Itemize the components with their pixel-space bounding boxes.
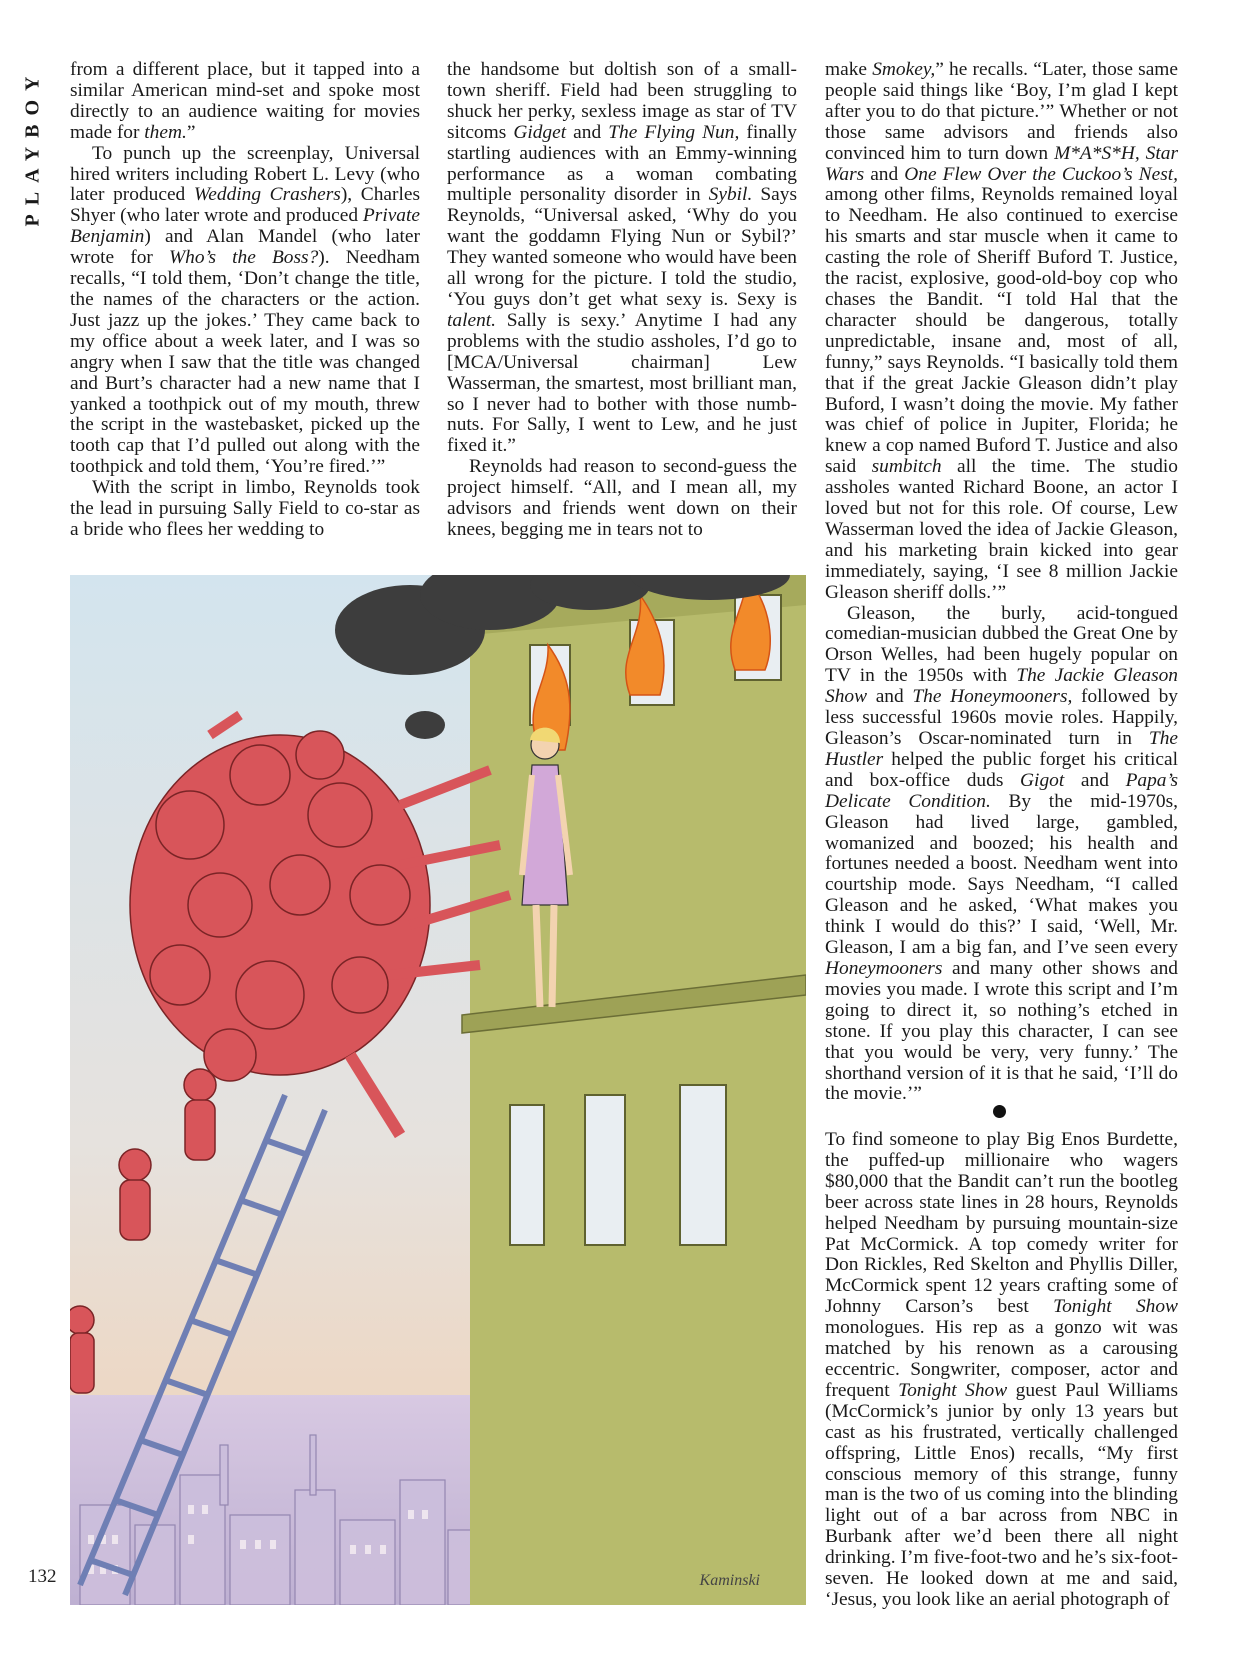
body-text: helped the public forget his critical and box-office duds xyxy=(825,748,1178,791)
article-column-1 xyxy=(70,60,420,541)
playboy-vertical-logo xyxy=(22,52,46,242)
section-break-bullet xyxy=(993,1105,1006,1118)
body-text: and xyxy=(1064,769,1126,791)
paragraph xyxy=(70,60,420,144)
italic-title-text: Private Benjamin xyxy=(70,205,420,248)
body-text: With the script in limbo, Reynolds took the lead in pursuing Sally Field to co-star as a bride who flees her wedding to xyxy=(70,477,420,540)
paragraph xyxy=(825,60,1178,604)
body-text: To punch up the screenplay, Universal hired writers including Robert L. Levy (who later produced xyxy=(70,142,420,206)
body-text: finally startling audiences with an Emmy-winning performance as a woman combating multiple personality disorder in xyxy=(447,121,797,206)
paragraph xyxy=(447,457,797,541)
body-text: ). Needham recalls, “I told them, ‘Don’t change the title, the names of the characters or the action. Just jazz up the jokes.’ They came back to my office about a week later, and I was so angry when I saw that the title was changed and Burt’s character had a new name that I yanked a toothpick out of my mouth, threw the script in the wastebasket, picked up the tooth cap that I’d pulled out along with the toothpick and told them, ‘You’re fired.’” xyxy=(70,247,420,478)
italic-title-text: One Flew Over the Cuckoo’s Nest, xyxy=(904,163,1178,185)
paragraph xyxy=(70,144,420,479)
italic-title-text: Honeymooners xyxy=(825,957,943,979)
body-text: To find someone to play Big Enos Burdette, the puffed-up millionaire who wagers $80,000 that the Bandit can’t run the bootleg beer across state lines in 28 hours, Reynolds helped Needham by pursuing mountain-size Pat McCormick. A top comedy writer for Don Rickles, Red Skelton and Phyllis Diller, McCormick spent 12 years crafting some of Johnny Carson’s best xyxy=(825,1129,1178,1318)
body-text: Sally is sexy.’ Anytime I had any problems with the studio assholes, I’d go to [MCA/Universal chairman] Lew Wasserman, the smartest, most brilliant man, so I never had to bother with those numb-nuts. For Sally, I went to Lew, and he just fixed it.” xyxy=(447,309,797,457)
italic-title-text: M*A*S*H, Star Wars xyxy=(825,142,1178,185)
article-column-3-continued xyxy=(825,1130,1178,1611)
article-column-2 xyxy=(447,60,797,541)
body-text: Gleason, the burly, acid-tongued comedian-musician dubbed the Great One by Orson Welles, had been hugely popular on TV in the 1950s with xyxy=(825,602,1178,687)
italic-title-text: them. xyxy=(144,121,187,143)
cartoon-illustration xyxy=(70,575,806,1605)
body-text: By the mid-1970s, Gleason had lived large, gambled, womanized and boozed; his health and fortunes needed a boost. Needham went into courtship mode. Says Needham, “I called Gleason and he asked, ‘What makes you think I would do this?’ I said, ‘Well, Mr. Gleason, I am a big fan, and I’ve seen every xyxy=(825,790,1178,959)
paragraph xyxy=(825,604,1178,1106)
italic-title-text: The Honeymooners, xyxy=(912,686,1073,708)
body-text: ” he recalls. “Later, those same people said things like ‘Boy, I’m glad I kept after you to do that picture.’” Whether or not those same advisors and friends also convinced him to turn down xyxy=(825,59,1178,164)
body-text: ” xyxy=(186,121,196,143)
artist-signature: Kaminski xyxy=(699,1572,760,1589)
body-text: guest Paul Williams (McCormick’s junior by only 13 years but cast as his frustrated, vertically challenged offspring, Little Enos) recalls, “My first conscious memory of this strange, funny man is the two of us coming into the blinding light out of a bar across from NBC in Burbank after we’d been there all night drinking. I’m five-foot-two and he’s six-foot-seven. He looked down at me and said, ‘Jesus, you look like an aerial photograph of xyxy=(825,1379,1178,1610)
svg-text:PLAYBOY: PLAYBOY xyxy=(22,67,44,227)
italic-title-text: talent. xyxy=(447,309,497,331)
italic-title-text: Gidget xyxy=(513,121,567,143)
paragraph xyxy=(70,478,420,541)
body-text: followed by less successful 1960s movie roles. Happily, Gleason’s Oscar-nominated turn in xyxy=(825,686,1178,749)
body-text: make xyxy=(825,59,873,80)
italic-title-text: Tonight Show xyxy=(898,1379,1008,1401)
italic-title-text: The Jackie Gleason Show xyxy=(825,665,1179,708)
body-text: and xyxy=(864,163,905,185)
body-text: among other films, Reynolds remained loyal to Needham. He also continued to exercise his smarts and star muscle when it came to casting the role of Sheriff Buford T. Justice, the racist, explosive, good-old-boy cop who chases the Bandit. “I told Hal that the character should be dangerous, totally unpredictable, insane and, most of all, funny,” says Reynolds. “I basically told them that if the great Jackie Gleason didn’t play Buford, I wasn’t doing the movie. My father was chief of police in Jupiter, Florida; he knew a cop named Buford T. Justice and also said xyxy=(825,184,1178,478)
body-text: and many other shows and movies you made. I wrote this script and I’m going to direct it, so nothing’s etched in stone. If you play this character, I can see that you would be very, very funny.’ The shorthand version of it is that he said, ‘I’ll do the movie.’” xyxy=(825,957,1178,1105)
italic-title-text: sumbitch xyxy=(871,456,942,478)
paragraph xyxy=(447,60,797,457)
paragraph xyxy=(825,1130,1178,1611)
body-text: and xyxy=(566,121,609,143)
body-text: Says Reynolds, “Universal asked, ‘Why do you want the goddamn Flying Nun or Sybil?’ They wanted someone who would have been all wrong for the picture. I told the studio, ‘You guys don’t get what sexy is. Sexy is xyxy=(447,184,797,310)
italic-title-text: Gigot xyxy=(1020,769,1065,791)
body-text: ) and Alan Mandel (who later wrote for xyxy=(70,226,420,269)
article-column-3 xyxy=(825,60,1178,1105)
body-text: ), Charles Shyer (who later wrote and produced xyxy=(70,184,420,227)
burning-building xyxy=(462,575,806,1605)
body-text: all the time. The studio assholes wanted Richard Boone, an actor I loved but not for this role. Of course, Lew Wasserman loved the idea of Jackie Gleason, and his marketing brain kicked into gear immediately, saying, ‘I see 8 million Jackie Gleason sheriff dolls.’” xyxy=(825,456,1178,603)
italic-title-text: Wedding Crashers xyxy=(193,184,341,206)
italic-title-text: Smokey, xyxy=(872,59,936,80)
body-text: Reynolds had reason to second-guess the project himself. “All, and I mean all, my advisors and friends went down on their knees, begging me in tears not to xyxy=(447,456,797,540)
italic-title-text: Sybil. xyxy=(708,184,753,206)
page-number: 132 xyxy=(28,1566,57,1587)
italic-title-text: Who’s the Boss? xyxy=(168,247,319,269)
body-text: the handsome but doltish son of a small-town sheriff. Field had been struggling to shuck her perky, sexless image as star of TV sitcoms xyxy=(447,59,797,143)
body-text: from a different place, but it tapped into a similar American mind-set and spoke most directly to an audience waiting for movies made for xyxy=(70,59,420,143)
body-text: and xyxy=(867,686,913,708)
italic-title-text: The Hustler xyxy=(825,728,1178,770)
italic-title-text: Tonight Show xyxy=(1053,1296,1178,1318)
italic-title-text: Papa’s Delicate Condition. xyxy=(825,769,1178,812)
body-text: monologues. His rep as a gonzo wit was matched by his renown as a carousing eccentric. Songwriter, composer, actor and frequent xyxy=(825,1317,1178,1401)
italic-title-text: The Flying Nun, xyxy=(608,121,740,143)
